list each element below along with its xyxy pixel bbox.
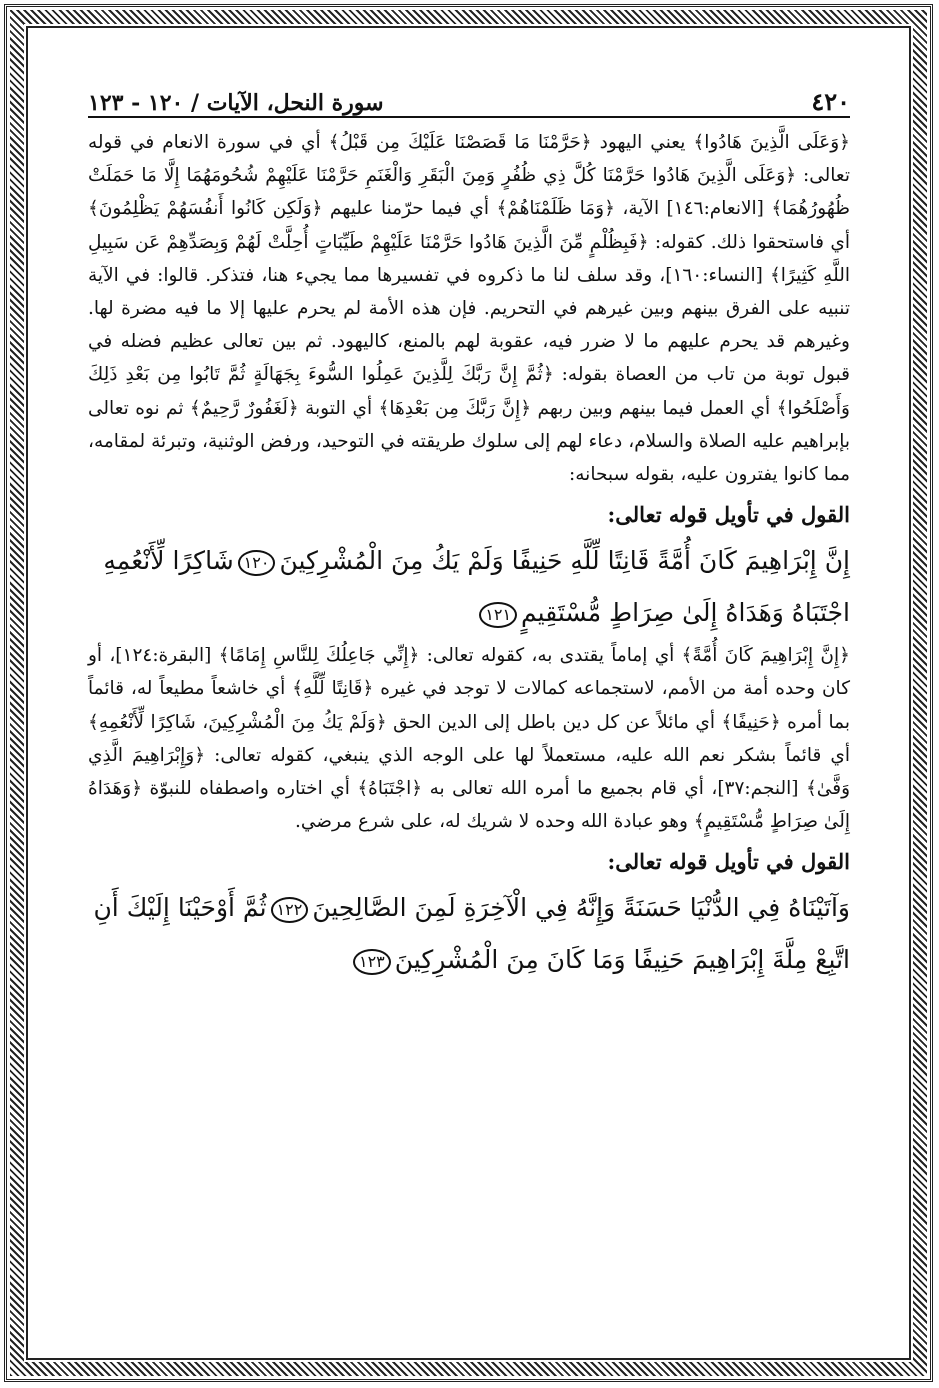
book-page (88, 82, 850, 1312)
verse-text: اجْتَبَاهُ وَهَدَاهُ إِلَىٰ صِرَاطٍ مُّسْتَقِيمٍ (521, 598, 850, 628)
section-title-1: القول في تأويل قوله تعالى: (607, 502, 850, 528)
verse-line (88, 882, 850, 934)
running-title: سورة النحل، الآيات / ١٢٠ - ١٢٣ (88, 90, 384, 116)
verse-text: شَاكِرًا لِّأَنْعُمِهِ (103, 546, 234, 576)
verse-text: إِنَّ إِبْرَاهِيمَ كَانَ أُمَّةً قَانِتًا لِّلَّهِ حَنِيفًا وَلَمْ يَكُ مِنَ الْمُشْرِكِينَ (279, 546, 850, 576)
section-title-2: القول في تأويل قوله تعالى: (607, 849, 850, 875)
paragraph-commentary-1: ﴿وَعَلَى الَّذِينَ هَادُوا﴾ يعني اليهود ﴿حَرَّمْنَا مَا قَصَصْنَا عَلَيْكَ مِن قَبْلُ﴾ أي في سورة الانعام في قوله تعالى: ﴿وَعَلَى الَّذِينَ هَادُوا حَرَّمْنَا كُلَّ ذِي ظُفُرٍ وَمِنَ الْبَقَرِ وَالْغَنَمِ حَرَّمْنَا عَلَيْهِمْ شُحُومَهُمَا إِلَّا مَا حَمَلَتْ ظُهُورُهُمَا﴾ [الانعام:١٤٦] الآية، ﴿وَمَا ظَلَمْنَاهُمْ﴾ أي فيما حرّمنا عليهم ﴿وَلَكِن كَانُوا أَنفُسَهُمْ يَظْلِمُونَ﴾ أي فاستحقوا ذلك. كقوله: ﴿فَبِظُلْمٍ مِّنَ الَّذِينَ هَادُوا حَرَّمْنَا عَلَيْهِمْ طَيِّبَاتٍ أُحِلَّتْ لَهُمْ وَبِصَدِّهِمْ عَن سَبِيلِ اللَّهِ كَثِيرًا﴾ [النساء:١٦٠]، وقد سلف لنا ما ذكروه في تفسيرها مما يجيء هنا، فتذكر. قالوا: في الآية تنبيه على الفرق بينهم وبين غيرهم في التحريم. فإن هذه الأمة لم يحرم عليها إلا ما فيه مضرة لها. وغيرهم قد يحرم عليهم ما لا ضرر فيه، عقوبة لهم بالمنع، كاليهود. ثم بين تعالى عظيم فضله في قبول توبة من تاب من العصاة بقوله: ﴿ثُمَّ إِنَّ رَبَّكَ لِلَّذِينَ عَمِلُوا السُّوءَ بِجَهَالَةٍ ثُمَّ تَابُوا مِن بَعْدِ ذَلِكَ وَأَصْلَحُوا﴾ أي العمل فيما بينهم وبين ربهم ﴿إِنَّ رَبَّكَ مِن بَعْدِهَا﴾ أي التوبة ﴿لَغَفُورٌ رَّحِيمٌ﴾ ثم نوه تعالى بإبراهيم عليه الصلاة والسلام، دعاء لهم إلى سلوك طريقته في التوحيد، ورفض الوثنية، وتبرئة لمقامه، مما كانوا يفترون عليه، بقوله سبحانه: (88, 132, 851, 486)
verse-text: ثُمَّ أَوْحَيْنَا إِلَيْكَ أَنِ (93, 893, 267, 923)
page-body (88, 126, 850, 986)
verse-line (88, 535, 850, 587)
verse-block-1 (88, 535, 850, 639)
verse-text: اتَّبِعْ مِلَّةَ إِبْرَاهِيمَ حَنِيفًا وَمَا كَانَ مِنَ الْمُشْرِكِينَ (394, 945, 850, 975)
verse-block-2 (88, 882, 850, 986)
verse-line (88, 934, 850, 986)
paragraph-commentary-2: ﴿إِنَّ إِبْرَاهِيمَ كَانَ أُمَّةً﴾ أي إماماً يقتدى به، كقوله تعالى: ﴿إِنِّي جَاعِلُكَ لِلنَّاسِ إِمَامًا﴾ [البقرة:١٢٤]، أو كان وحده أمة من الأمم، لاستجماعه كمالات لا توجد في غيره ﴿قَانِتًا لِّلَّهِ﴾ أي خاشعاً مطيعاً له، قائماً بما أمره ﴿حَنِيفًا﴾ أي مائلاً عن كل دين باطل إلى الدين الحق ﴿وَلَمْ يَكُ مِنَ الْمُشْرِكِينَ، شَاكِرًا لِّأَنْعُمِهِ﴾ أي قائماً بشكر نعم الله عليه، مستعملاً لها على الوجه الذي ينبغي، كقوله تعالى: ﴿وَإِبْرَاهِيمَ الَّذِي وَفَّىٰ﴾ [النجم:٣٧]، أي قام بجميع ما أمره الله تعالى به ﴿اجْتَبَاهُ﴾ أي اختاره واصطفاه للنبوّة ﴿وَهَدَاهُ إِلَىٰ صِرَاطٍ مُّسْتَقِيمٍ﴾ وهو عبادة الله وحده لا شريك له، على شرع مرضي. (88, 645, 851, 833)
verse-number-mark: ١٢١ (479, 602, 517, 628)
verse-number-mark: ١٢٢ (271, 897, 309, 923)
verse-line (88, 587, 850, 639)
verse-text: وَآتَيْنَاهُ فِي الدُّنْيَا حَسَنَةً وَإِنَّهُ فِي الْآخِرَةِ لَمِنَ الصَّالِحِينَ (312, 893, 850, 923)
verse-number-mark: ١٢٣ (353, 949, 391, 975)
page-header (88, 82, 850, 118)
verse-number-mark: ١٢٠ (238, 550, 276, 576)
page-number: ٤٢٠ (811, 87, 850, 116)
